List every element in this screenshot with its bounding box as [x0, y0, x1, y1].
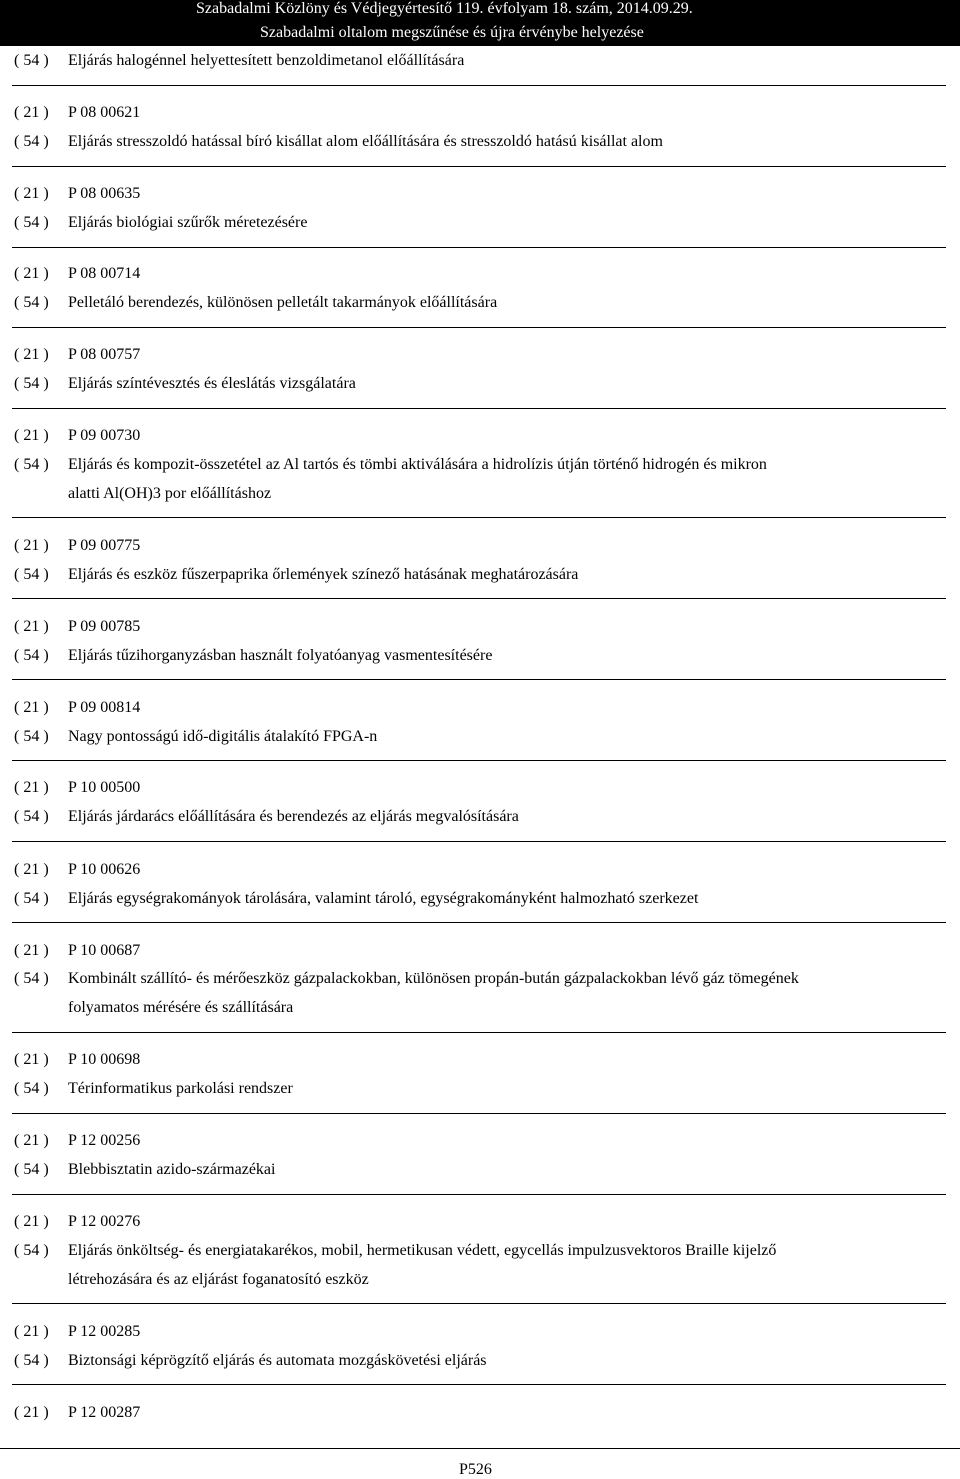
entry-title-row	[14, 1241, 68, 1261]
divider	[12, 166, 946, 167]
inid-code-54: ( 54 )	[14, 133, 49, 150]
entry-title-row	[14, 1160, 68, 1180]
inid-code-21: ( 21 )	[14, 537, 49, 554]
entry-number-row	[14, 536, 68, 556]
inid-code-21: ( 21 )	[14, 861, 49, 878]
entry-title: Eljárás egységrakományok tárolására, valamint tároló, egységrakományként halmozható szerkezet	[68, 890, 699, 907]
section-title: Szabadalmi oltalom megszűnése és újra érvénybe helyezése	[260, 24, 644, 41]
inid-code-54: ( 54 )	[14, 970, 49, 987]
entry-title: Kombinált szállító- és mérőeszköz gázpalackokban, különösen propán-bután gázpalackokban lévő gáz tömegének	[68, 970, 799, 987]
divider	[12, 841, 946, 842]
entry-number-row	[14, 778, 68, 798]
entry-title: Térinformatikus parkolási rendszer	[68, 1080, 293, 1097]
divider	[12, 1303, 946, 1304]
entry-number: P 10 00698	[68, 1051, 141, 1068]
entry-title-row	[14, 1079, 68, 1099]
entry-title: Nagy pontosságú idő-digitális átalakító FPGA-n	[68, 728, 378, 745]
entry-number: P 10 00626	[68, 861, 141, 878]
inid-code-54: ( 54 )	[14, 808, 49, 825]
entry-number-row	[14, 617, 68, 637]
journal-title: Szabadalmi Közlöny és Védjegyértesítő 119. évfolyam 18. szám, 2014.09.29.	[196, 0, 693, 17]
inid-code-21: ( 21 )	[14, 942, 49, 959]
entry-title-row	[14, 51, 68, 71]
entry-number: P 12 00256	[68, 1132, 141, 1149]
entry-title: Blebbisztatin azido-származékai	[68, 1161, 276, 1178]
entry-title: Eljárás halogénnel helyettesített benzoldimetanol előállítására	[68, 52, 465, 69]
entry-title: Eljárás önköltség- és energiatakarékos, mobil, hermetikusan védett, egycellás impulzusvektoros Braille kijelző	[68, 1242, 777, 1259]
inid-code-54: ( 54 )	[14, 728, 49, 745]
entry-number: P 08 00621	[68, 104, 141, 121]
entry-title-row	[14, 293, 68, 313]
footer-divider	[0, 1448, 960, 1449]
entry-number: P 10 00500	[68, 779, 141, 796]
inid-code-21: ( 21 )	[14, 185, 49, 202]
entry-number: P 09 00785	[68, 618, 141, 635]
entry-number: P 08 00714	[68, 265, 141, 282]
inid-code-54: ( 54 )	[14, 890, 49, 907]
entry-number-row	[14, 103, 68, 123]
entry-number-row	[14, 1212, 68, 1232]
entry-title: Biztonsági képrögzítő eljárás és automata mozgáskövetési eljárás	[68, 1352, 487, 1369]
entry-number: P 08 00635	[68, 185, 141, 202]
entry-number-row	[14, 941, 68, 961]
inid-code-21: ( 21 )	[14, 699, 49, 716]
inid-code-54: ( 54 )	[14, 1080, 49, 1097]
entry-number: P 08 00757	[68, 346, 141, 363]
inid-code-21: ( 21 )	[14, 618, 49, 635]
entry-title: Eljárás színtévesztés és éleslátás vizsgálatára	[68, 375, 356, 392]
entry-number-row	[14, 1403, 68, 1423]
entry-title-row	[14, 374, 68, 394]
entry-number-row	[14, 345, 68, 365]
inid-code-21: ( 21 )	[14, 104, 49, 121]
divider	[12, 517, 946, 518]
divider	[12, 1032, 946, 1033]
entry-number: P 12 00287	[68, 1404, 141, 1421]
divider	[12, 1113, 946, 1114]
entry-number: P 12 00276	[68, 1213, 141, 1230]
entry-title: Eljárás és eszköz fűszerpaprika őrlemények színező hatásának meghatározására	[68, 566, 579, 583]
entry-title-row	[14, 889, 68, 909]
entry-number: P 09 00814	[68, 699, 141, 716]
inid-code-54: ( 54 )	[14, 214, 49, 231]
divider	[12, 598, 946, 599]
entry-number: P 09 00730	[68, 427, 141, 444]
inid-code-21: ( 21 )	[14, 1404, 49, 1421]
entry-title-row	[14, 646, 68, 666]
entry-number: P 09 00775	[68, 537, 141, 554]
entry-title: Pelletáló berendezés, különösen pelletált takarmányok előállítására	[68, 294, 498, 311]
entry-number: P 12 00285	[68, 1323, 141, 1340]
inid-code-21: ( 21 )	[14, 1213, 49, 1230]
inid-code-54: ( 54 )	[14, 647, 49, 664]
entry-number-row	[14, 1131, 68, 1151]
page-number: P526	[459, 1461, 492, 1478]
entry-title-row	[14, 213, 68, 233]
inid-code-54: ( 54 )	[14, 294, 49, 311]
entry-title-row	[14, 455, 68, 475]
inid-code-21: ( 21 )	[14, 265, 49, 282]
entry-number-row	[14, 1322, 68, 1342]
entry-number-row	[14, 698, 68, 718]
entry-title-continued: létrehozására és az eljárást foganatosító eszköz	[68, 1271, 369, 1288]
entry-title: Eljárás járdarács előállítására és berendezés az eljárás megvalósítására	[68, 808, 519, 825]
entry-number-row	[14, 860, 68, 880]
inid-code-54: ( 54 )	[14, 1242, 49, 1259]
entry-number-row	[14, 426, 68, 446]
inid-code-21: ( 21 )	[14, 1323, 49, 1340]
inid-code-21: ( 21 )	[14, 346, 49, 363]
divider	[12, 679, 946, 680]
entry-title-row	[14, 1351, 68, 1371]
divider	[12, 922, 946, 923]
inid-code-21: ( 21 )	[14, 427, 49, 444]
divider	[12, 760, 946, 761]
entry-title-continued: alatti Al(OH)3 por előállításhoz	[68, 485, 272, 502]
entry-number-row	[14, 264, 68, 284]
entry-number-row	[14, 184, 68, 204]
inid-code-54: ( 54 )	[14, 566, 49, 583]
entry-title-row	[14, 969, 68, 989]
entry-title-row	[14, 727, 68, 747]
entry-number-row	[14, 1050, 68, 1070]
entry-title-row	[14, 807, 68, 827]
entry-title-continued: folyamatos mérésére és szállítására	[68, 999, 294, 1016]
entry-title: Eljárás stresszoldó hatással bíró kisállat alom előállítására és stresszoldó hatású kisállat alom	[68, 133, 663, 150]
inid-code-54: ( 54 )	[14, 375, 49, 392]
divider	[12, 85, 946, 86]
divider	[12, 327, 946, 328]
inid-code-21: ( 21 )	[14, 1051, 49, 1068]
entry-number: P 10 00687	[68, 942, 141, 959]
entry-title: Eljárás biológiai szűrők méretezésére	[68, 214, 308, 231]
divider	[12, 1384, 946, 1385]
entry-title-row	[14, 565, 68, 585]
divider	[12, 247, 946, 248]
inid-code-54: ( 54 )	[14, 1161, 49, 1178]
divider	[12, 408, 946, 409]
entry-title: Eljárás tűzihorganyzásban használt folyatóanyag vasmentesítésére	[68, 647, 493, 664]
entry-title-row	[14, 132, 68, 152]
divider	[12, 1194, 946, 1195]
inid-code-54: ( 54 )	[14, 1352, 49, 1369]
inid-code-21: ( 21 )	[14, 779, 49, 796]
inid-code-54: ( 54 )	[14, 456, 49, 473]
page-header	[0, 0, 960, 46]
entry-title: Eljárás és kompozit-összetétel az Al tartós és tömbi aktiválására a hidrolízis útján történő hidrogén és mikron	[68, 456, 767, 473]
inid-code-54: ( 54 )	[14, 52, 49, 69]
inid-code-21: ( 21 )	[14, 1132, 49, 1149]
